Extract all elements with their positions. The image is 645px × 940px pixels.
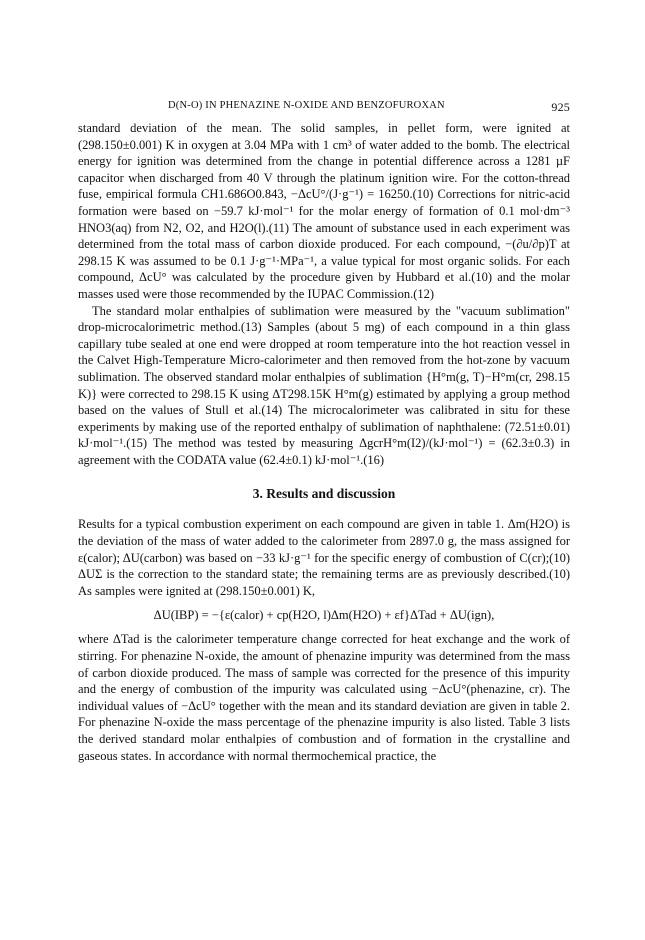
page-number: 925 <box>551 100 570 114</box>
section-heading: 3. Results and discussion <box>252 486 396 502</box>
paper-page <box>78 100 570 764</box>
paragraph-discussion: where ΔTad is the calorimeter temperature change corrected for heat exchange and the work of stirring. For phenazine N-oxide, the amount of phenazine impurity was determined from the mass of carbon dioxide produced. The mass of sample was corrected for the presence of this impurity and the energy of combustion of the impurity was calculated using −ΔcU°(phenazine, cr). The individual values of −ΔcU° together with the mean and its standard deviation are given in table 2. For phenazine N-oxide the mass percentage of the phenazine impurity is also listed. Table 3 lists the derived standard molar enthalpies of combustion and of formation in the crystalline and gaseous states. In accordance with normal thermochemical practice, the <box>78 632 570 763</box>
paragraph-sublimation: The standard molar enthalpies of sublimation were measured by the "vacuum sublimation" drop-microcalorimetric method.(13) Samples (about 5 mg) of each compound in a thin glass capillary tube sealed at one end were dropped at room temperature into the hot reaction vessel in the Calvet High-Temperature Micro-calorimeter and then removed from the hot-zone by vacuum sublimation. The observed standard molar enthalpies of sublimation {H°m(g, T)−H°m(cr, 298.15 K)} were corrected to 298.15 K using ΔT298.15K H°m(g) estimated by applying a group method based on the values of Stull et al.(14) The microcalorimeter was calibrated in situ for these experiments by making use of the reported enthalpy of sublimation of naphthalene: (72.51±0.01) kJ·mol⁻¹.(15) The method was tested by measuring ΔgcrH°m(I2)/(kJ·mol⁻¹) = (62.3±0.3) in agreement with the CODATA value (62.4±0.1) kJ·mol⁻¹.(16) <box>78 303 570 467</box>
paragraph-methods: standard deviation of the mean. The solid samples, in pellet form, were ignited at (298.150±0.001) K in oxygen at 3.04 MPa with 1 cm³ of water added to the bomb. The electrical energy for ignition was determined from the change in potential difference across a 1281 µF capacitor when discharged from 40 V through the platinum ignition wire. For the cotton-thread fuse, empirical formula CH1.686O0.843, −ΔcU°/(J·g⁻¹) = 16250.(10) Corrections for nitric-acid formation were based on −59.7 kJ·mol⁻¹ for the molar energy of formation of 0.1 mol·dm⁻³ HNO3(aq) from N2, O2, and H2O(l).(11) The amount of substance used in each experiment was determined from the total mass of carbon dioxide produced. For each compound, −(∂u/∂p)T at 298.15 K was assumed to be 0.1 J·g⁻¹·MPa⁻¹, a value typical for most organic solids. For each compound, ΔcU° was calculated by the procedure given by Hubbard et al.(10) and the molar masses used were those recommended by the IUPAC Commission.(12) <box>78 121 570 301</box>
paragraph-results: Results for a typical combustion experiment on each compound are given in table 1. Δm(H2O) is the deviation of the mass of water added to the calorimeter from 2897.0 g, the mass assigned for ε(calor); ΔU(carbon) was based on −33 kJ·g⁻¹ for the specific energy of combustion of C(cr);(10) ΔUΣ is the correction to the standard state; the remaining terms are as previously described.(10) As samples were ignited at (298.150±0.001) K, <box>78 517 570 598</box>
running-header <box>78 100 570 120</box>
running-title: D(N-O) IN PHENAZINE N-OXIDE AND BENZOFUROXAN <box>168 100 445 111</box>
equation-ibp: ΔU(IBP) = −{ε(calor) + cp(H2O, l)Δm(H2O) + εf}ΔTad + ΔU(ign), <box>153 608 495 623</box>
